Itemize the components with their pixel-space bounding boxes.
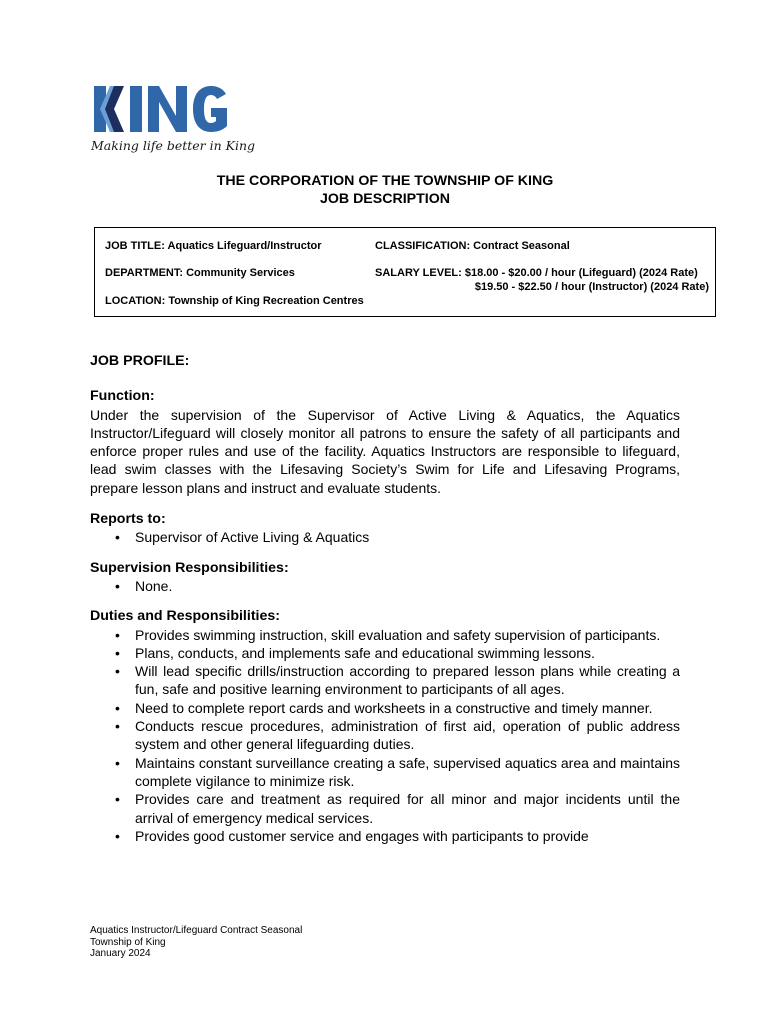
list-item: • Will lead specific drills/instruction according to prepared lesson plans while creating a fun, safe and positive learning environment to participants of all ages.	[90, 662, 680, 699]
footer-line: Aquatics Instructor/Lifeguard Contract Seasonal	[90, 925, 303, 936]
salary-field-line1: SALARY LEVEL: $18.00 - $20.00 / hour (Lifeguard) (2024 Rate)	[375, 267, 698, 279]
footer-line: Township of King	[90, 936, 166, 948]
supervision-heading: Supervision Responsibilities:	[90, 559, 289, 576]
department-field: DEPARTMENT: Community Services	[105, 267, 295, 279]
job-profile-heading: JOB PROFILE:	[90, 353, 190, 369]
list-item: • Conducts rescue procedures, administration of first aid, operation of public address system and other general lifeguarding duties.	[90, 717, 680, 754]
corporation-heading: THE CORPORATION OF THE TOWNSHIP OF KING	[216, 173, 554, 189]
duties-heading: Duties and Responsibilities:	[90, 608, 280, 625]
logo-tagline: Making life better in King	[91, 138, 256, 153]
job-description-heading: JOB DESCRIPTION	[319, 191, 451, 207]
job-title-field: JOB TITLE: Aquatics Lifeguard/Instructor	[105, 240, 322, 252]
list-item: • Supervisor of Active Living & Aquatics	[90, 528, 680, 546]
reports-to-heading: Reports to:	[90, 511, 166, 528]
salary-field-line2: $19.50 - $22.50 / hour (Instructor) (2024 Rate)	[474, 281, 709, 293]
job-profile-section	[90, 352, 680, 857]
page-footer	[90, 925, 302, 960]
supervision-list	[90, 577, 680, 595]
list-item: • None.	[90, 577, 680, 595]
function-text: Under the supervision of the Supervisor of Active Living & Aquatics, the Aquatics Instructor/Lifeguard will closely monitor all patrons to ensure the safety of all participants and enforce proper rules and use of the facility. Aquatics Instructors are responsible to lifeguard, lead swim classes with the Lifesaving Society’s Swim for Life and Lifesaving Programs, prepare lesson plans and instruct and evaluate students.	[90, 406, 680, 496]
king-logo-mark	[92, 80, 252, 140]
duties-list	[90, 626, 680, 846]
list-item: • Provides care and treatment as required for all minor and major incidents until the arrival of emergency medical services.	[90, 790, 680, 827]
location-field: LOCATION: Township of King Recreation Centres	[105, 295, 364, 307]
list-item: • Maintains constant surveillance creating a safe, supervised aquatics area and maintains complete vigilance to minimize risk.	[90, 754, 680, 791]
list-item: • Provides swimming instruction, skill evaluation and safety supervision of participants.	[90, 626, 680, 644]
list-item: • Plans, conducts, and implements safe and educational swimming lessons.	[90, 644, 680, 662]
document-title	[0, 172, 770, 208]
job-info-box	[94, 227, 716, 317]
function-heading: Function:	[90, 388, 155, 405]
classification-field: CLASSIFICATION: Contract Seasonal	[375, 240, 570, 252]
list-item: • Provides good customer service and engages with participants to provide	[90, 827, 680, 845]
footer-line: January 2024	[90, 948, 151, 959]
list-item: • Need to complete report cards and worksheets in a constructive and timely manner.	[90, 699, 680, 717]
reports-to-list	[90, 528, 680, 546]
